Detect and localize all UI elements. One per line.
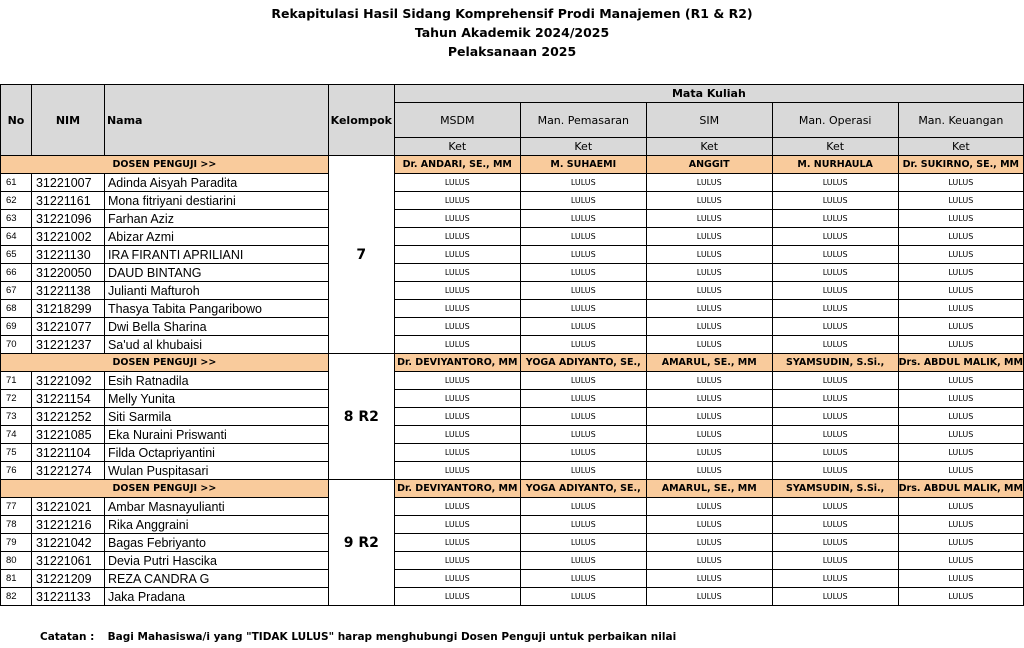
ket-status: LULUS (520, 408, 646, 426)
ket-status: LULUS (520, 588, 646, 606)
student-name: Ambar Masnayulianti (104, 498, 328, 516)
student-row (1, 570, 1024, 588)
header-ket: Ket (520, 138, 646, 156)
ket-status: LULUS (646, 228, 772, 246)
results-table (0, 84, 1024, 606)
ket-status: LULUS (772, 552, 898, 570)
dosen-name: YOGA ADIYANTO, SE., (520, 480, 646, 498)
ket-status: LULUS (394, 534, 520, 552)
ket-status: LULUS (898, 192, 1023, 210)
student-row (1, 318, 1024, 336)
student-name: Filda Octapriyantini (104, 444, 328, 462)
ket-status: LULUS (394, 570, 520, 588)
student-name: DAUD BINTANG (104, 264, 328, 282)
dosen-name: Drs. ABDUL MALIK, MM (898, 354, 1023, 372)
ket-status: LULUS (898, 444, 1023, 462)
student-name: Bagas Febriyanto (104, 534, 328, 552)
student-row (1, 462, 1024, 480)
kelompok-cell: 8 R2 (328, 354, 394, 480)
dosen-penguji-label: DOSEN PENGUJI >> (1, 480, 329, 498)
student-nim: 31220050 (31, 264, 104, 282)
ket-status: LULUS (772, 426, 898, 444)
student-name: Farhan Aziz (104, 210, 328, 228)
footnote-label: Catatan : (40, 631, 95, 643)
ket-status: LULUS (646, 264, 772, 282)
student-no: 81 (1, 570, 32, 588)
ket-status: LULUS (772, 300, 898, 318)
ket-status: LULUS (520, 570, 646, 588)
ket-status: LULUS (394, 282, 520, 300)
report-title (0, 4, 1024, 61)
ket-status: LULUS (394, 462, 520, 480)
ket-status: LULUS (646, 516, 772, 534)
ket-status: LULUS (898, 588, 1023, 606)
ket-status: LULUS (646, 300, 772, 318)
ket-status: LULUS (772, 210, 898, 228)
student-nim: 31221092 (31, 372, 104, 390)
ket-status: LULUS (898, 534, 1023, 552)
ket-status: LULUS (898, 282, 1023, 300)
footnote-text: Bagi Mahasiswa/i yang "TIDAK LULUS" harap menghubungi Dosen Penguji untuk perbaikan nilai (107, 631, 677, 643)
ket-status: LULUS (646, 408, 772, 426)
student-no: 72 (1, 390, 32, 408)
header-nama: Nama (104, 85, 328, 156)
student-no: 73 (1, 408, 32, 426)
ket-status: LULUS (520, 390, 646, 408)
student-row (1, 192, 1024, 210)
student-name: Siti Sarmila (104, 408, 328, 426)
student-no: 62 (1, 192, 32, 210)
ket-status: LULUS (520, 516, 646, 534)
student-row (1, 228, 1024, 246)
ket-status: LULUS (520, 552, 646, 570)
ket-status: LULUS (646, 426, 772, 444)
ket-status: LULUS (646, 174, 772, 192)
ket-status: LULUS (898, 498, 1023, 516)
ket-status: LULUS (646, 534, 772, 552)
student-row (1, 444, 1024, 462)
ket-status: LULUS (394, 210, 520, 228)
student-nim: 31221021 (31, 498, 104, 516)
ket-status: LULUS (772, 192, 898, 210)
student-no: 74 (1, 426, 32, 444)
header-ket: Ket (394, 138, 520, 156)
ket-status: LULUS (898, 570, 1023, 588)
student-nim: 31218299 (31, 300, 104, 318)
student-row (1, 282, 1024, 300)
kelompok-cell: 9 R2 (328, 480, 394, 606)
header-ket: Ket (646, 138, 772, 156)
ket-status: LULUS (772, 570, 898, 588)
student-nim: 31221161 (31, 192, 104, 210)
student-no: 71 (1, 372, 32, 390)
student-row (1, 552, 1024, 570)
ket-status: LULUS (646, 246, 772, 264)
dosen-name: Dr. DEVIYANTORO, MM (394, 354, 520, 372)
student-name: Rika Anggraini (104, 516, 328, 534)
student-nim: 31221061 (31, 552, 104, 570)
dosen-penguji-label: DOSEN PENGUJI >> (1, 354, 329, 372)
ket-status: LULUS (772, 282, 898, 300)
ket-status: LULUS (898, 318, 1023, 336)
dosen-name: Dr. SUKIRNO, SE., MM (898, 156, 1023, 174)
ket-status: LULUS (772, 444, 898, 462)
ket-status: LULUS (520, 498, 646, 516)
ket-status: LULUS (646, 390, 772, 408)
title-line-3: Pelaksanaan 2025 (447, 44, 577, 59)
ket-status: LULUS (394, 588, 520, 606)
student-nim: 31221154 (31, 390, 104, 408)
ket-status: LULUS (646, 282, 772, 300)
ket-status: LULUS (520, 318, 646, 336)
student-row (1, 408, 1024, 426)
ket-status: LULUS (646, 570, 772, 588)
student-row (1, 534, 1024, 552)
student-row (1, 210, 1024, 228)
ket-status: LULUS (520, 210, 646, 228)
header-ket: Ket (898, 138, 1023, 156)
student-nim: 31221042 (31, 534, 104, 552)
header-kelompok: Kelompok (328, 85, 394, 156)
student-no: 69 (1, 318, 32, 336)
ket-status: LULUS (898, 462, 1023, 480)
ket-status: LULUS (898, 516, 1023, 534)
ket-status: LULUS (394, 390, 520, 408)
student-row (1, 336, 1024, 354)
ket-status: LULUS (772, 318, 898, 336)
student-name: Mona fitriyani destiarini (104, 192, 328, 210)
ket-status: LULUS (898, 264, 1023, 282)
ket-status: LULUS (394, 264, 520, 282)
student-name: Dwi Bella Sharina (104, 318, 328, 336)
ket-status: LULUS (520, 336, 646, 354)
ket-status: LULUS (646, 498, 772, 516)
student-no: 67 (1, 282, 32, 300)
student-name: Thasya Tabita Pangaribowo (104, 300, 328, 318)
ket-status: LULUS (394, 228, 520, 246)
ket-status: LULUS (520, 462, 646, 480)
dosen-name: AMARUL, SE., MM (646, 354, 772, 372)
student-nim: 31221002 (31, 228, 104, 246)
ket-status: LULUS (520, 372, 646, 390)
dosen-name: SYAMSUDIN, S.Si., (772, 480, 898, 498)
dosen-penguji-row (1, 480, 1024, 498)
title-line-2: Tahun Akademik 2024/2025 (414, 25, 610, 40)
header-no: No (1, 85, 32, 156)
header-ket: Ket (772, 138, 898, 156)
student-nim: 31221252 (31, 408, 104, 426)
dosen-name: Drs. ABDUL MALIK, MM (898, 480, 1023, 498)
title-line-1: Rekapitulasi Hasil Sidang Komprehensif Prodi Manajemen (R1 & R2) (271, 6, 753, 21)
ket-status: LULUS (772, 534, 898, 552)
header-subject: Man. Keuangan (898, 103, 1023, 138)
student-name: Melly Yunita (104, 390, 328, 408)
footnote (40, 631, 676, 643)
student-no: 65 (1, 246, 32, 264)
header-subject: SIM (646, 103, 772, 138)
student-nim: 31221007 (31, 174, 104, 192)
dosen-name: Dr. DEVIYANTORO, MM (394, 480, 520, 498)
ket-status: LULUS (898, 174, 1023, 192)
student-no: 79 (1, 534, 32, 552)
dosen-name: M. SUHAEMI (520, 156, 646, 174)
ket-status: LULUS (520, 300, 646, 318)
ket-status: LULUS (394, 552, 520, 570)
ket-status: LULUS (772, 264, 898, 282)
student-name: Sa'ud al khubaisi (104, 336, 328, 354)
student-name: Adinda Aisyah Paradita (104, 174, 328, 192)
student-name: Julianti Mafturoh (104, 282, 328, 300)
dosen-name: AMARUL, SE., MM (646, 480, 772, 498)
kelompok-cell: 7 (328, 156, 394, 354)
student-name: Abizar Azmi (104, 228, 328, 246)
ket-status: LULUS (394, 318, 520, 336)
student-row (1, 372, 1024, 390)
ket-status: LULUS (394, 408, 520, 426)
ket-status: LULUS (394, 426, 520, 444)
dosen-name: SYAMSUDIN, S.Si., (772, 354, 898, 372)
student-nim: 31221085 (31, 426, 104, 444)
student-name: Esih Ratnadila (104, 372, 328, 390)
student-row (1, 390, 1024, 408)
ket-status: LULUS (898, 426, 1023, 444)
ket-status: LULUS (520, 282, 646, 300)
ket-status: LULUS (394, 336, 520, 354)
ket-status: LULUS (772, 336, 898, 354)
dosen-name: YOGA ADIYANTO, SE., (520, 354, 646, 372)
student-nim: 31221096 (31, 210, 104, 228)
ket-status: LULUS (772, 498, 898, 516)
ket-status: LULUS (772, 588, 898, 606)
dosen-name: M. NURHAULA (772, 156, 898, 174)
ket-status: LULUS (520, 192, 646, 210)
header-subject: MSDM (394, 103, 520, 138)
ket-status: LULUS (646, 336, 772, 354)
ket-status: LULUS (394, 498, 520, 516)
ket-status: LULUS (772, 174, 898, 192)
dosen-name: Dr. ANDARI, SE., MM (394, 156, 520, 174)
ket-status: LULUS (898, 228, 1023, 246)
ket-status: LULUS (646, 444, 772, 462)
ket-status: LULUS (394, 372, 520, 390)
header-nim: NIM (31, 85, 104, 156)
ket-status: LULUS (520, 246, 646, 264)
student-nim: 31221130 (31, 246, 104, 264)
student-nim: 31221209 (31, 570, 104, 588)
ket-status: LULUS (394, 444, 520, 462)
student-row (1, 426, 1024, 444)
ket-status: LULUS (394, 300, 520, 318)
student-row (1, 174, 1024, 192)
student-no: 82 (1, 588, 32, 606)
ket-status: LULUS (898, 390, 1023, 408)
student-nim: 31221237 (31, 336, 104, 354)
ket-status: LULUS (772, 390, 898, 408)
ket-status: LULUS (898, 300, 1023, 318)
ket-status: LULUS (646, 318, 772, 336)
student-row (1, 246, 1024, 264)
ket-status: LULUS (394, 192, 520, 210)
student-row (1, 300, 1024, 318)
ket-status: LULUS (394, 246, 520, 264)
ket-status: LULUS (646, 192, 772, 210)
dosen-penguji-row (1, 354, 1024, 372)
ket-status: LULUS (898, 408, 1023, 426)
student-no: 78 (1, 516, 32, 534)
ket-status: LULUS (520, 444, 646, 462)
ket-status: LULUS (520, 264, 646, 282)
student-name: Jaka Pradana (104, 588, 328, 606)
ket-status: LULUS (772, 228, 898, 246)
student-row (1, 264, 1024, 282)
ket-status: LULUS (898, 246, 1023, 264)
ket-status: LULUS (772, 372, 898, 390)
student-no: 61 (1, 174, 32, 192)
ket-status: LULUS (772, 462, 898, 480)
ket-status: LULUS (394, 516, 520, 534)
student-row (1, 498, 1024, 516)
student-no: 66 (1, 264, 32, 282)
student-nim: 31221138 (31, 282, 104, 300)
ket-status: LULUS (646, 462, 772, 480)
ket-status: LULUS (646, 588, 772, 606)
student-no: 75 (1, 444, 32, 462)
dosen-penguji-label: DOSEN PENGUJI >> (1, 156, 329, 174)
ket-status: LULUS (772, 246, 898, 264)
student-nim: 31221216 (31, 516, 104, 534)
student-no: 76 (1, 462, 32, 480)
ket-status: LULUS (646, 372, 772, 390)
dosen-penguji-row (1, 156, 1024, 174)
student-nim: 31221104 (31, 444, 104, 462)
student-no: 68 (1, 300, 32, 318)
ket-status: LULUS (772, 516, 898, 534)
student-nim: 31221274 (31, 462, 104, 480)
student-no: 70 (1, 336, 32, 354)
student-name: REZA CANDRA G (104, 570, 328, 588)
ket-status: LULUS (520, 534, 646, 552)
ket-status: LULUS (646, 210, 772, 228)
student-nim: 31221133 (31, 588, 104, 606)
ket-status: LULUS (520, 174, 646, 192)
ket-status: LULUS (520, 426, 646, 444)
ket-status: LULUS (898, 552, 1023, 570)
student-no: 77 (1, 498, 32, 516)
student-no: 63 (1, 210, 32, 228)
ket-status: LULUS (898, 372, 1023, 390)
ket-status: LULUS (520, 228, 646, 246)
student-name: Devia Putri Hascika (104, 552, 328, 570)
ket-status: LULUS (394, 174, 520, 192)
ket-status: LULUS (772, 408, 898, 426)
header-subject: Man. Pemasaran (520, 103, 646, 138)
ket-status: LULUS (898, 336, 1023, 354)
student-name: IRA FIRANTI APRILIANI (104, 246, 328, 264)
dosen-name: ANGGIT (646, 156, 772, 174)
student-no: 64 (1, 228, 32, 246)
student-row (1, 516, 1024, 534)
student-name: Eka Nuraini Priswanti (104, 426, 328, 444)
ket-status: LULUS (898, 210, 1023, 228)
ket-status: LULUS (646, 552, 772, 570)
header-subject: Man. Operasi (772, 103, 898, 138)
student-no: 80 (1, 552, 32, 570)
header-mata-kuliah: Mata Kuliah (394, 85, 1023, 103)
student-row (1, 588, 1024, 606)
student-name: Wulan Puspitasari (104, 462, 328, 480)
student-nim: 31221077 (31, 318, 104, 336)
